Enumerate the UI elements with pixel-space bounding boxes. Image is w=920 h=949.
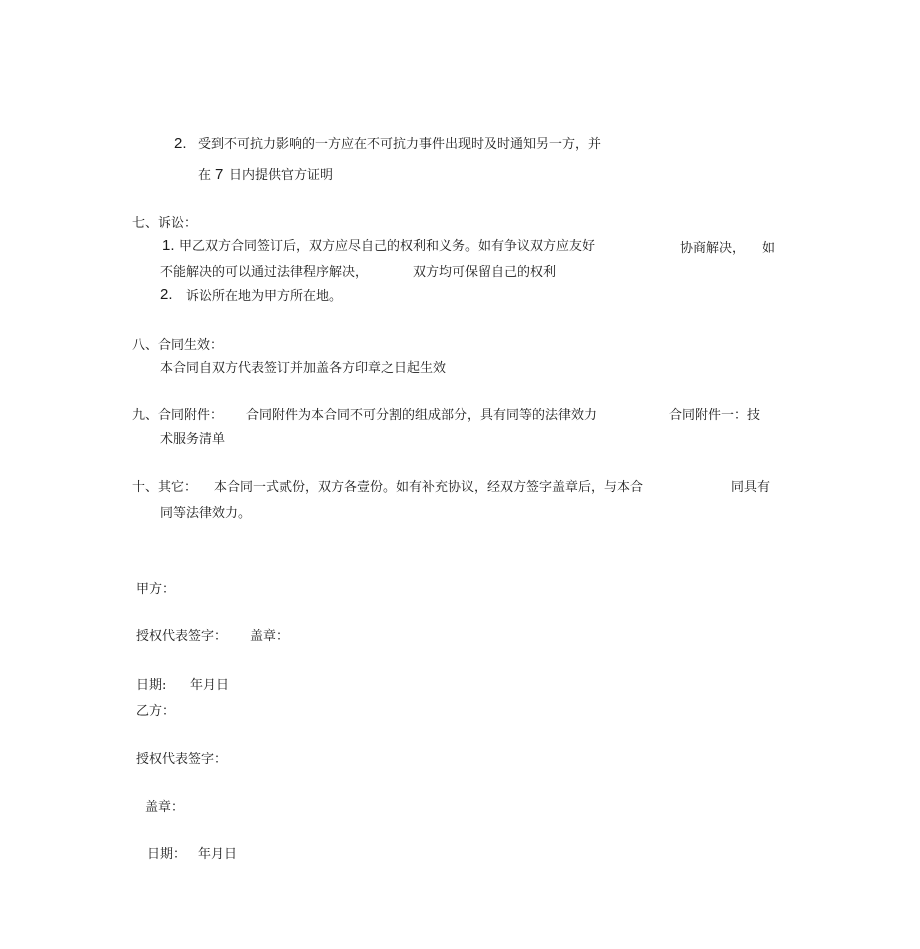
section9-text-continued: 术服务清单 — [160, 432, 226, 447]
section7-item1-line2: 不能解决的可以通过法律程序解决， — [160, 265, 369, 280]
section7-heading: 七、诉讼： — [132, 216, 198, 231]
force-majeure-item2-line2-prefix: 在 — [198, 168, 212, 183]
party-a-seal-label: 盖章： — [250, 629, 290, 644]
force-majeure-item2-days: 7 — [215, 166, 224, 183]
section9-heading: 九、合同附件： — [132, 408, 224, 423]
section7-item2-text: 诉讼所在地为甲方所在地。 — [186, 289, 343, 304]
party-b-seal-label: 盖章： — [145, 800, 185, 815]
party-a-date-value: 年月日 — [190, 678, 230, 693]
section9-text: 合同附件为本合同不可分割的组成部分，具有同等的法律效力 — [246, 408, 598, 423]
section7-item1-line1-if: 如 — [762, 241, 776, 256]
force-majeure-item2-line1: 受到不可抗力影响的一方应在不可抗力事件出现时及时通知另一方，并 — [198, 137, 602, 152]
party-a-date-label: 日期: — [136, 678, 167, 693]
section7-item1-line1-negotiate: 协商解决， — [680, 241, 746, 256]
section7-item1-line2-rights: 双方均可保留自己的权利 — [413, 265, 557, 280]
section7-item1-line1: 甲乙双方合同签订后，双方应尽自己的权利和义务。如有争议双方应友好 — [179, 239, 596, 254]
party-b-label: 乙方： — [136, 704, 176, 719]
section10-text: 本合同一式贰份，双方各壹份。如有补充协议，经双方签字盖章后，与本合 — [214, 480, 644, 495]
section9-attachment-one: 合同附件一：技 — [669, 408, 761, 423]
section7-item1-number: 1. — [162, 237, 175, 254]
party-a-label: 甲方： — [136, 582, 176, 597]
force-majeure-item2-number: 2. — [174, 135, 187, 152]
force-majeure-item2-line2-suffix: 日内提供官方证明 — [229, 168, 334, 183]
section10-heading: 十、其它： — [132, 480, 198, 495]
party-a-sign-label: 授权代表签字： — [136, 629, 228, 644]
section8-text: 本合同自双方代表签订并加盖各方印章之日起生效 — [160, 361, 447, 376]
section10-text-continued: 同等法律效力。 — [160, 506, 252, 521]
section7-item2-number: 2. — [160, 286, 173, 303]
party-b-date-value: 年月日 — [198, 847, 238, 862]
section10-text-end: 同具有 — [731, 480, 771, 495]
party-b-date-label: 日期： — [147, 847, 187, 862]
section8-heading: 八、合同生效： — [132, 338, 224, 353]
party-b-sign-label: 授权代表签字： — [136, 752, 228, 767]
